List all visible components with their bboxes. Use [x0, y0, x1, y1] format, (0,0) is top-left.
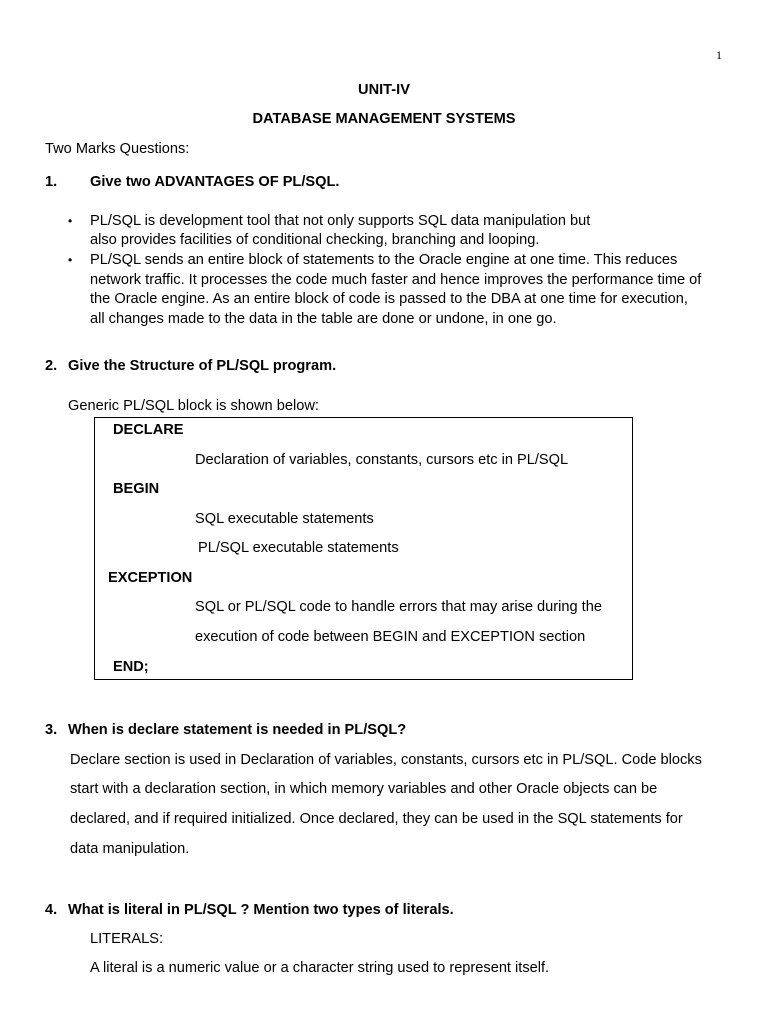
block-begin-keyword: BEGIN: [113, 481, 160, 497]
question-2-number: 2.: [45, 358, 58, 374]
question-2-text: Give the Structure of PL/SQL program.: [68, 358, 337, 374]
block-declare-description: Declaration of variables, constants, cursors etc in PL/SQL: [195, 452, 569, 468]
q1-bullet-1-line-2: also provides facilities of conditional checking, branching and looping.: [90, 232, 540, 248]
question-3-number: 3.: [45, 722, 58, 738]
question-3-text: When is declare statement is needed in PL/SQL?: [68, 722, 407, 738]
block-exception-description-1: SQL or PL/SQL code to handle errors that may arise during the: [195, 599, 602, 615]
block-begin-description-1: SQL executable statements: [195, 511, 374, 527]
q3-answer-line-2: start with a declaration section, in which memory variables and other Oracle objects can be: [70, 781, 658, 797]
page-number: 1: [716, 48, 722, 62]
q1-bullet-2-line-4: all changes made to the data in the table are done or undone, in one go.: [90, 311, 557, 327]
bullet-icon: •: [68, 253, 73, 267]
section-heading: Two Marks Questions:: [45, 141, 190, 157]
q4-sub-heading: LITERALS:: [90, 931, 163, 947]
q1-bullet-1-line-1: PL/SQL is development tool that not only supports SQL data manipulation but: [90, 213, 591, 229]
question-1-number: 1.: [45, 174, 58, 190]
bullet-icon: •: [68, 214, 73, 228]
q1-bullet-2-line-3: the Oracle engine. As an entire block of code is passed to the DBA at one time for execution,: [90, 291, 688, 307]
q3-answer-line-1: Declare section is used in Declaration of variables, constants, cursors etc in PL/SQL. Code blocks: [70, 752, 702, 768]
block-exception-keyword: EXCEPTION: [108, 570, 193, 586]
block-exception-description-2: execution of code between BEGIN and EXCEPTION section: [195, 629, 586, 645]
q1-bullet-2-line-1: PL/SQL sends an entire block of statements to the Oracle engine at one time. This reduces: [90, 252, 678, 268]
q1-bullet-2-line-2: network traffic. It processes the code much faster and hence improves the performance time of: [90, 272, 702, 288]
q3-answer-line-3: declared, and if required initialized. Once declared, they can be used in the SQL statements for: [70, 811, 683, 827]
block-declare-keyword: DECLARE: [113, 422, 184, 438]
unit-title: UNIT-IV: [358, 82, 410, 98]
q3-answer-line-4: data manipulation.: [70, 841, 190, 857]
block-begin-description-2: PL/SQL executable statements: [198, 540, 399, 556]
q4-answer: A literal is a numeric value or a character string used to represent itself.: [90, 960, 550, 976]
question-4-text: What is literal in PL/SQL ? Mention two types of literals.: [68, 902, 454, 918]
block-end-keyword: END;: [113, 659, 149, 675]
question-4-number: 4.: [45, 902, 58, 918]
question-2-intro: Generic PL/SQL block is shown below:: [68, 398, 319, 414]
subject-title: DATABASE MANAGEMENT SYSTEMS: [252, 111, 516, 127]
question-1-text: Give two ADVANTAGES OF PL/SQL.: [90, 174, 340, 190]
